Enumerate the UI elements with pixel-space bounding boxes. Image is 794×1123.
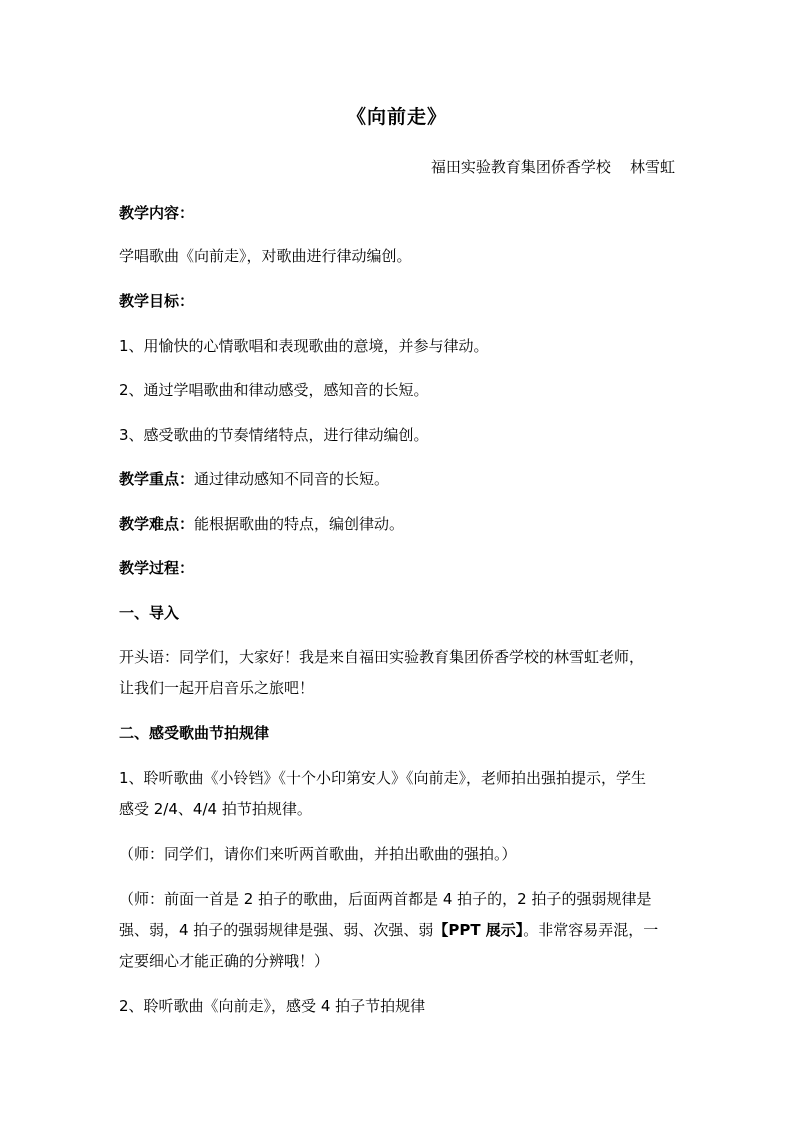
difficulty-text: 能根据歌曲的特点，编创律动。 [194, 515, 405, 533]
key-point-row [119, 468, 679, 490]
section-heading-intro: 一、导入 [119, 604, 180, 622]
teacher-note-line [119, 919, 679, 941]
key-point-text: 通过律动感知不同音的长短。 [194, 470, 390, 488]
teacher-note-text: 。非常容易弄混，一 [523, 921, 659, 939]
teacher-note-line: 定要细心才能正确的分辨哦！） [119, 952, 330, 970]
teacher-note-text: 强、弱，4 拍子的强弱规律是强、弱、次强、弱 [119, 921, 434, 939]
author-line: 福田实验教育集团侨香学校 林雪虹 [430, 158, 675, 176]
goal-item: 2、通过学唱歌曲和律动感受，感知音的长短。 [119, 381, 429, 399]
difficulty-row [119, 513, 679, 535]
key-point-label: 教学重点： [119, 470, 195, 488]
teacher-note-line: （师：前面一首是 2 拍子的歌曲，后面两首都是 4 拍子的，2 拍子的强弱规律是 [119, 890, 652, 908]
intro-text-line: 让我们一起开启音乐之旅吧！ [119, 679, 315, 697]
intro-text-line: 开头语：同学们，大家好！我是来自福田实验教育集团侨香学校的林雪虹老师， [119, 648, 645, 666]
process-heading: 教学过程： [119, 559, 195, 577]
document-title: 《向前走》 [346, 106, 447, 128]
beat-item-line: 2、聆听歌曲《向前走》，感受 4 拍子节拍规律 [119, 997, 426, 1015]
goal-item: 3、感受歌曲的节奏情绪特点，进行律动编创。 [119, 426, 429, 444]
content-heading: 教学内容： [119, 204, 195, 222]
beat-item-line: 1、聆听歌曲《小铃铛》《十个小印第安人》《向前走》，老师拍出强拍提示，学生 [119, 769, 647, 787]
goals-heading: 教学目标： [119, 292, 195, 310]
content-text: 学唱歌曲《向前走》，对歌曲进行律动编创。 [119, 247, 412, 265]
teacher-note: （师：同学们，请你们来听两首歌曲，并拍出歌曲的强拍。） [119, 845, 517, 863]
goal-item: 1、用愉快的心情歌唱和表现歌曲的意境，并参与律动。 [119, 337, 489, 355]
beat-item-line: 感受 2/4、4/4 拍节拍规律。 [119, 800, 312, 818]
ppt-display-tag: 【PPT 展示】 [433, 921, 524, 939]
difficulty-label: 教学难点： [119, 515, 195, 533]
section-heading-beat: 二、感受歌曲节拍规律 [119, 724, 270, 742]
